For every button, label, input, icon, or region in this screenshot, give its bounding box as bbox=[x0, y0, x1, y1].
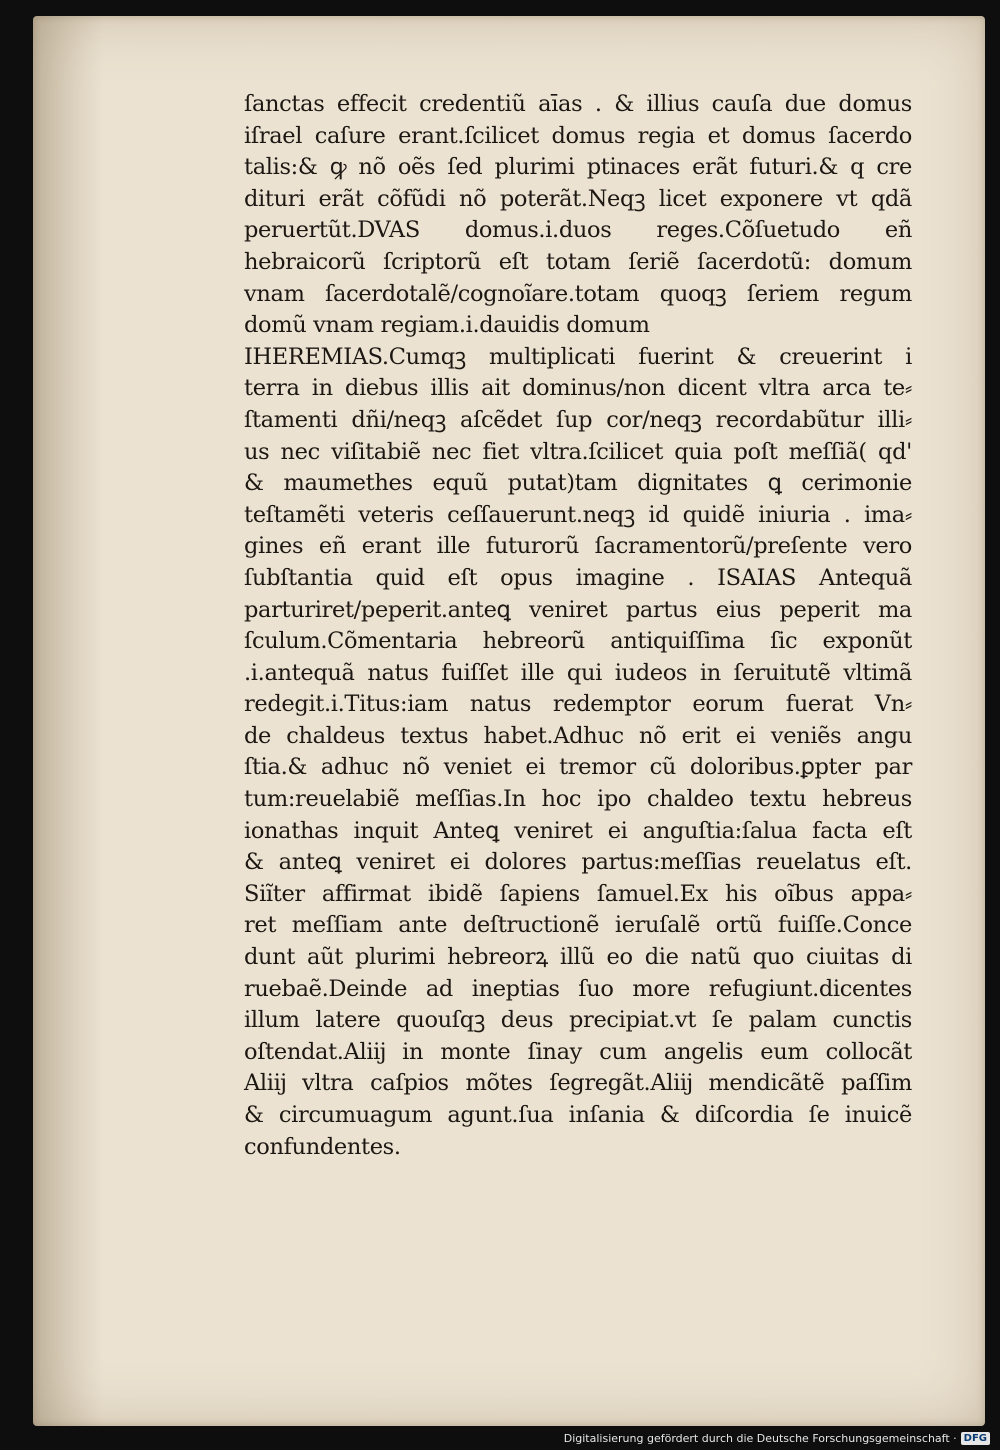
text-line: redegit.i.Titus:iam natus redemptor eorum fuerat Vn⸗ bbox=[244, 691, 912, 718]
text-line: de chaldeus textus habet.Adhuc nõ erit ei veniẽs angu bbox=[244, 722, 912, 749]
text-block bbox=[244, 89, 912, 1163]
text-line: peruertũt.DVAS domus.i.duos reges.Cõſuetudo eñ bbox=[244, 217, 912, 244]
text-line: tum:reuelabiẽ meſſias.In hoc ipo chaldeo textu hebreus bbox=[244, 786, 912, 813]
text-line: dunt aũt plurimi hebreorꝝ illũ eo die natũ quo ciuitas di bbox=[244, 944, 912, 971]
text-line: talis:& ꝙ nõ oẽs ſed plurimi ptinaces erãt futuri.& q cre bbox=[244, 154, 912, 181]
text-line: vnam ſacerdotalẽ/cognoĩare.totam quoqꝫ ſeriem regum bbox=[244, 280, 912, 307]
text-line: ſanctas effecit credentiũ aīas . & illius cauſa due domus bbox=[244, 91, 912, 117]
text-line: ret meſſiam ante deſtructionẽ ieruſalẽ ortũ fuiſſe.Conce bbox=[244, 912, 912, 939]
text-line: .i.antequã natus fuiſſet ille qui iudeos in ſeruitutẽ vltimã bbox=[244, 659, 912, 686]
text-line: ruebaẽ.Deinde ad ineptias ſuo more refugiunt.dicentes bbox=[244, 975, 912, 1002]
book-page bbox=[33, 16, 985, 1426]
text-line: ſculum.Cõmentaria hebreorũ antiquiſſima ſic exponũt bbox=[244, 628, 912, 655]
text-line: iſrael caſure erant.ſcilicet domus regia et domus ſacerdo bbox=[244, 122, 912, 149]
text-line: dituri erãt cõfũdi nõ poterãt.Neqꝫ licet exponere vt qdã bbox=[244, 185, 912, 212]
text-line: & circumuagum agunt.ſua inſania & diſcordia ſe inuicẽ bbox=[244, 1102, 912, 1128]
text-line: ſtamenti dñi/neqꝫ aſcẽdet ſup cor/neqꝫ recordabũtur illi⸗ bbox=[244, 406, 912, 433]
funding-footer bbox=[564, 1429, 990, 1447]
text-line: IHEREMIAS.Cumqꝫ multiplicati fuerint & creuerint i bbox=[244, 343, 912, 370]
text-line: domũ vnam regiam.i.dauidis domum bbox=[244, 312, 650, 339]
text-line: Siĩter affirmat ibidẽ ſapiens ſamuel.Ex his oĩbus appa⸗ bbox=[244, 880, 912, 907]
text-line: illum latere quouſqꝫ deus precipiat.vt ſe palam cunctis bbox=[244, 1007, 912, 1034]
text-line: teſtamẽti veteris ceſſauerunt.neqꝫ id quidẽ iniuria . ima⸗ bbox=[244, 501, 912, 528]
text-line: terra in diebus illis ait dominus/non dicent vltra arca te⸗ bbox=[244, 375, 912, 402]
text-line: ſtia.& adhuc nõ veniet ei tremor cũ doloribus.ꝑpter par bbox=[244, 754, 912, 781]
dfg-logo-icon: DFG bbox=[961, 1432, 990, 1445]
text-line: gines eñ erant ille futurorũ ſacramentorũ/preſente vero bbox=[244, 533, 912, 560]
funding-notice: Digitalisierung gefördert durch die Deutsche Forschungsgemeinschaft · bbox=[563, 1431, 957, 1445]
text-line: & maumethes equũ putat)tam dignitates ꝗ cerimonie bbox=[244, 470, 912, 497]
text-line: parturiret/peperit.anteꝗ veniret partus eius peperit ma bbox=[244, 596, 912, 623]
text-line: us nec viſitabiẽ nec fiet vltra.ſcilicet quia poſt meſſiã( qd' bbox=[244, 438, 912, 465]
text-line: oſtendat.Aliĳ in monte ſinay cum angelis eum collocãt bbox=[244, 1038, 912, 1065]
text-line: hebraicorũ ſcriptorũ eſt totam ſeriẽ ſacerdotũ: domum bbox=[244, 248, 912, 275]
text-line: confundentes. bbox=[244, 1133, 401, 1160]
text-line: & anteꝗ veniret ei dolores partus:meſſias reuelatus eſt. bbox=[244, 849, 912, 876]
text-line: Aliĳ vltra caſpios mõtes ſegregãt.Aliĳ mendicãtẽ paſſim bbox=[244, 1070, 912, 1097]
text-line: ſubſtantia quid eſt opus imagine . ISAIAS Antequã bbox=[244, 564, 912, 591]
text-line: ionathas inquit Anteꝗ veniret ei anguſtia:ſalua facta eſt bbox=[244, 817, 912, 844]
